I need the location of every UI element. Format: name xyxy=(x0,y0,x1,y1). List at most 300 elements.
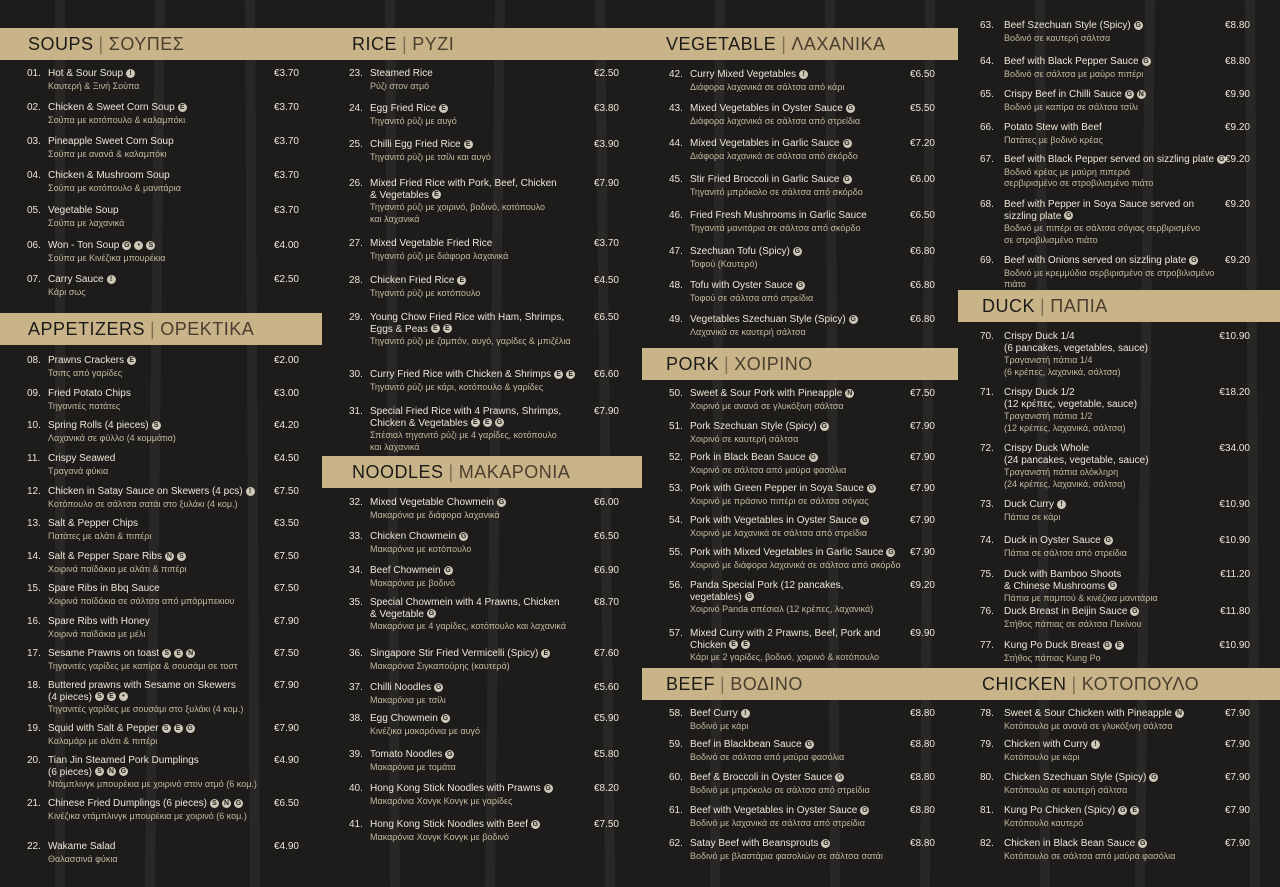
item-name xyxy=(370,68,600,92)
section-title-gr: ΛΑΧΑΝΙΚΑ xyxy=(791,33,886,54)
section-vegetable xyxy=(642,28,958,348)
item-name-text: Squid with Salt & Pepper xyxy=(48,723,159,734)
item-description: Τραγανιστή πάπια 1/2 (12 κρέπες, λαχανικά, σάλτσα) xyxy=(1004,411,1126,433)
item-description: Τηγανιτό ρύζι με αυγό xyxy=(370,115,457,126)
item-name-text: Crispy Duck 1/2 (12 κρέπες, vegetable, sauce) xyxy=(1004,387,1138,410)
item-name xyxy=(690,483,920,507)
item-price: €3.00 xyxy=(273,388,299,399)
item-name-text: Mixed Vegetable Chowmein xyxy=(370,497,494,508)
item-name xyxy=(1004,772,1234,796)
item-name xyxy=(48,170,278,194)
item-name-text: Tian Jin Steamed Pork Dumplings (6 pieces) xyxy=(48,755,199,778)
egg-icon: E xyxy=(483,418,492,427)
section-header xyxy=(322,456,642,488)
item-name-text: Chilli Noodles xyxy=(370,682,432,693)
item-price: €10.90 xyxy=(1219,535,1250,546)
item-number: 25. xyxy=(349,139,363,150)
item-number: 27. xyxy=(349,238,363,249)
item-name-text: Pineapple Sweet Corn Soup xyxy=(48,136,174,147)
item-name-text: Pork with Green Pepper in Soya Sauce xyxy=(690,483,864,494)
egg-icon: E xyxy=(541,649,550,658)
item-price: €3.70 xyxy=(273,102,299,113)
item-price: €7.20 xyxy=(909,138,935,149)
item-price: €5.60 xyxy=(593,682,619,693)
item-name xyxy=(370,648,600,672)
item-name-text: Mixed Curry with 2 Prawns, Beef, Pork and Chicken xyxy=(690,628,881,651)
item-description: Διάφορα λαχανικά σε σάλτσα από στρείδια xyxy=(690,115,861,126)
item-description: Τοφού σε σάλτσα από στρείδια xyxy=(690,292,814,303)
egg-icon: E xyxy=(729,640,738,649)
item-price: €8.70 xyxy=(593,597,619,608)
item-price: €9.20 xyxy=(909,580,935,591)
section-title-gr: ΚΟΤΟΠΟΥΛΟ xyxy=(1081,673,1200,694)
item-name xyxy=(1004,154,1234,190)
item-price: €7.50 xyxy=(273,648,299,659)
item-name-text: Beef with Black Pepper served on sizzling plate xyxy=(1004,154,1215,165)
title-separator: | xyxy=(724,353,730,374)
item-number: 05. xyxy=(27,205,41,216)
egg-icon: E xyxy=(1130,806,1139,815)
item-number: 60. xyxy=(669,772,683,783)
item-name-text: Mixed Vegetables in Oyster Sauce xyxy=(690,103,843,114)
item-description: Βοδινό με κάρι xyxy=(690,720,749,731)
item-description: Κάρι σως xyxy=(48,286,86,297)
item-name xyxy=(1004,255,1234,291)
section-title-en: VEGETABLE xyxy=(666,33,777,54)
item-number: 26. xyxy=(349,178,363,189)
item-name-text: Buttered prawns with Sesame on Skewers (4 pieces) xyxy=(48,680,236,703)
item-name-text: Chicken & Sweet Corn Soup xyxy=(48,102,175,113)
item-description: Βοδινό με βλαστάρια φασολιών σε σάλτσα σατάι xyxy=(690,850,883,861)
item-price: €10.90 xyxy=(1219,331,1250,342)
item-number: 57. xyxy=(669,628,683,639)
item-number: 30. xyxy=(349,369,363,380)
section-title-gr: ΜΑΚΑΡΟΝΙΑ xyxy=(458,461,571,482)
shellfish-icon: S xyxy=(162,649,171,658)
shellfish-icon: S xyxy=(95,692,104,701)
item-number: 51. xyxy=(669,421,683,432)
item-number: 12. xyxy=(27,486,41,497)
item-description: Μακαρόνια με διάφορα λαχανικά xyxy=(370,509,500,520)
item-price: €7.90 xyxy=(1224,708,1250,719)
item-number: 31. xyxy=(349,406,363,417)
item-name-text: Vegetable Soup xyxy=(48,205,119,216)
item-name-text: Beef Szechuan Style (Spicy) xyxy=(1004,20,1131,31)
item-name xyxy=(370,819,600,843)
item-number: 69. xyxy=(980,255,994,266)
item-number: 56. xyxy=(669,580,683,591)
item-price: €9.90 xyxy=(1224,89,1250,100)
item-name-text: Crispy Duck Whole (24 pancakes, vegetable, sauce) xyxy=(1004,443,1149,466)
section-header xyxy=(0,313,322,345)
item-description: Σπέσιαλ τηγανιτό ρύζι με 4 γαρίδες, κοτόπουλο και λαχανικά xyxy=(370,430,557,452)
title-separator: | xyxy=(1071,673,1077,694)
egg-icon: E xyxy=(566,370,575,379)
item-name-text: Young Chow Fried Rice with Ham, Shrimps, Eggs & Peas xyxy=(370,312,565,335)
item-number: 59. xyxy=(669,739,683,750)
gluten-icon: G xyxy=(837,773,843,781)
item-price: €7.90 xyxy=(1224,772,1250,783)
item-name xyxy=(690,280,920,304)
item-price: €4.50 xyxy=(593,275,619,286)
item-name xyxy=(48,420,278,444)
item-name-text: Pork with Mixed Vegetables in Garlic Sauce xyxy=(690,547,884,558)
chilli-icon: ! xyxy=(126,69,135,78)
item-name xyxy=(1004,640,1234,664)
shellfish-icon: S xyxy=(152,421,161,430)
item-name-text: Pork Szechuan Style (Spicy) xyxy=(690,421,817,432)
item-price: €6.90 xyxy=(593,565,619,576)
item-number: 44. xyxy=(669,138,683,149)
item-price: €6.50 xyxy=(909,210,935,221)
title-separator: | xyxy=(1040,295,1046,316)
item-description: Χοιρινό με πράσινο πιπέρι σε σάλτσα σόγιας xyxy=(690,495,869,506)
gluten-icon: G xyxy=(844,175,850,183)
item-price: €9.90 xyxy=(909,628,935,639)
item-name-text: Beef Chowmein xyxy=(370,565,441,576)
item-description: Σούπα με κοτόπουλο & καλαμπόκι xyxy=(48,114,186,125)
item-name-text: Hong Kong Stick Noodles with Prawns xyxy=(370,783,541,794)
nuts-icon: N xyxy=(1138,90,1144,98)
item-description: Βοδινό με καπίρα σε σάλτσα τσίλι xyxy=(1004,101,1138,112)
nuts-icon: N xyxy=(166,552,172,560)
item-description: Βοδινό σε σάλτσα με μαύρο πιπέρι xyxy=(1004,68,1144,79)
item-number: 49. xyxy=(669,314,683,325)
item-number: 71. xyxy=(980,387,994,398)
item-name-text: Fried Potato Chips xyxy=(48,388,131,399)
item-name xyxy=(690,772,920,796)
item-price: €4.00 xyxy=(273,240,299,251)
item-description: Χοιρινά παϊδάκια με μέλι xyxy=(48,628,146,639)
section-soups xyxy=(0,28,322,312)
item-name xyxy=(48,755,278,791)
item-price: €8.80 xyxy=(909,708,935,719)
egg-icon: E xyxy=(174,724,183,733)
shellfish-icon: S xyxy=(162,724,171,733)
item-name xyxy=(690,246,920,270)
egg-icon: E xyxy=(432,190,441,199)
chilli-icon: ! xyxy=(246,487,255,496)
egg-icon: E xyxy=(741,640,750,649)
item-number: 54. xyxy=(669,515,683,526)
sesame-icon: • xyxy=(119,692,128,701)
item-price: €6.50 xyxy=(909,69,935,80)
item-description: Βοδινό κρέας με μαύρη πιπεριά σερβιρισμένο σε στροβιλισμένο πιάτο xyxy=(1004,166,1154,188)
item-description: Καυτερή & Ξινή Σούπα xyxy=(48,80,140,91)
gluten-icon: G xyxy=(847,104,854,112)
item-price: €3.70 xyxy=(273,136,299,147)
item-name xyxy=(1004,535,1234,559)
item-name-text: Potato Stew with Beef xyxy=(1004,122,1102,133)
item-number: 07. xyxy=(27,274,41,285)
section-title-gr: ΠΑΠΙΑ xyxy=(1050,295,1108,316)
item-number: 09. xyxy=(27,388,41,399)
item-name xyxy=(48,486,278,510)
item-price: €6.80 xyxy=(909,314,935,325)
item-name xyxy=(48,723,278,747)
item-number: 61. xyxy=(669,805,683,816)
section-header xyxy=(958,668,1280,700)
item-price: €3.70 xyxy=(593,238,619,249)
item-price: €7.90 xyxy=(909,483,935,494)
item-price: €7.90 xyxy=(593,178,619,189)
item-name-text: Duck Curry xyxy=(1004,499,1055,510)
item-name-text: Crispy Duck 1/4 (6 pancakes, vegetables, sauce) xyxy=(1004,331,1148,354)
item-name-text: Duck in Oyster Sauce xyxy=(1004,535,1101,546)
shellfish-icon: S xyxy=(146,241,155,250)
item-description: Κοτόπουλο σε καυτερή σάλτσα xyxy=(1004,784,1128,795)
section-title-gr: ΒΟΔΙΝΟ xyxy=(730,673,803,694)
item-description: Τηγανιτό μπρόκολο σε σάλτσα από σκόρδο xyxy=(690,186,863,197)
section-appetizers xyxy=(0,313,322,887)
item-description: Τοφού (Καυτερό) xyxy=(690,258,758,269)
item-number: 24. xyxy=(349,103,363,114)
item-number: 01. xyxy=(27,68,41,79)
item-price: €10.90 xyxy=(1219,499,1250,510)
item-name xyxy=(690,174,920,198)
chilli-icon: ! xyxy=(799,70,808,79)
item-description: Διάφορα λαχανικά σε σάλτσα από κάρι xyxy=(690,81,845,92)
item-description: Πάπια σε κάρι xyxy=(1004,511,1061,522)
item-description: Χοιρινά παϊδάκια με αλάτι & πιπέρι xyxy=(48,563,187,574)
gluten-icon: G xyxy=(124,241,130,249)
item-name xyxy=(690,547,920,571)
item-name xyxy=(690,103,920,127)
egg-icon: E xyxy=(443,324,452,333)
item-price: €7.90 xyxy=(909,515,935,526)
item-price: €7.90 xyxy=(909,421,935,432)
item-name xyxy=(1004,122,1234,146)
item-name xyxy=(48,583,278,607)
item-number: 02. xyxy=(27,102,41,113)
item-number: 53. xyxy=(669,483,683,494)
section-header xyxy=(642,668,958,700)
item-number: 78. xyxy=(980,708,994,719)
item-number: 66. xyxy=(980,122,994,133)
item-number: 08. xyxy=(27,355,41,366)
gluten-icon: G xyxy=(821,422,827,430)
item-description: Τηγανιτές γαρίδες με σουσάμι στο ξυλάκι (4 κομ.) xyxy=(48,704,244,714)
item-price: €3.70 xyxy=(273,170,299,181)
item-description: Βοδινό σε σάλτσα από μαύρα φασόλια xyxy=(690,751,845,762)
item-name-text: Spare Ribs in Bbq Sauce xyxy=(48,583,160,594)
item-name-text: Satay Beef with Beansprouts xyxy=(690,838,819,849)
item-name-text: Chinese Fried Dumplings (6 pieces) xyxy=(48,798,207,809)
item-number: 62. xyxy=(669,838,683,849)
item-name-text: Beef & Broccoli in Oyster Sauce xyxy=(690,772,833,783)
item-number: 72. xyxy=(980,443,994,454)
item-name xyxy=(48,453,278,477)
item-name-text: Salt & Pepper Chips xyxy=(48,518,139,529)
item-price: €6.00 xyxy=(909,174,935,185)
gluten-icon: G xyxy=(888,548,894,556)
item-name xyxy=(370,103,600,127)
item-price: €7.90 xyxy=(909,547,935,558)
item-name-text: Chicken Chowmein xyxy=(370,531,457,542)
item-name xyxy=(690,739,920,763)
item-description: Τηγανιτό ρύζι με διάφορα λαχανικά xyxy=(370,250,509,261)
nuts-icon: N xyxy=(223,799,229,807)
item-name-text: Special Chowmein with 4 Prawns, Chicken & Vegetable xyxy=(370,597,560,620)
item-name xyxy=(370,682,600,706)
item-description: Τηγανιτό ρύζι με κοτόπουλο xyxy=(370,287,481,298)
item-name-text: Mixed Vegetable Fried Rice xyxy=(370,238,493,249)
gluten-icon: G xyxy=(442,714,449,722)
item-number: 14. xyxy=(27,551,41,562)
item-description: Χοιρινό με διάφορα λαχανικά σε σάλτσα από σκόρδο xyxy=(690,559,901,570)
item-name xyxy=(1004,838,1234,862)
item-price: €4.90 xyxy=(273,755,299,766)
item-name xyxy=(370,497,600,521)
item-price: €6.80 xyxy=(909,280,935,291)
item-price: €5.80 xyxy=(593,749,619,760)
item-name xyxy=(48,680,278,716)
item-name xyxy=(690,515,920,539)
item-name xyxy=(370,531,600,555)
item-description: Κοτόπουλο καυτερό xyxy=(1004,817,1084,828)
egg-icon: E xyxy=(1115,641,1124,650)
item-price: €7.90 xyxy=(1224,739,1250,750)
item-name xyxy=(48,648,278,672)
item-price: €9.20 xyxy=(1224,199,1250,210)
egg-icon: E xyxy=(554,370,563,379)
item-price: €7.50 xyxy=(273,551,299,562)
item-name xyxy=(48,136,278,160)
gluten-icon: G xyxy=(187,724,193,732)
item-name-text: Hot & Sour Soup xyxy=(48,68,124,79)
item-name xyxy=(690,421,920,445)
item-description: Βοδινό με λαχανικά σε σάλτσα από στρείδια xyxy=(690,817,865,828)
item-price: €9.20 xyxy=(1224,154,1250,165)
item-number: 81. xyxy=(980,805,994,816)
item-price: €7.90 xyxy=(1224,838,1250,849)
item-description: Πατάτες με βοδινό κρέας xyxy=(1004,134,1103,145)
item-number: 33. xyxy=(349,531,363,542)
section-title-en: DUCK xyxy=(982,295,1036,316)
item-name-text: Hong Kong Stick Noodles with Beef xyxy=(370,819,528,830)
item-number: 50. xyxy=(669,388,683,399)
item-name xyxy=(48,616,278,640)
item-name xyxy=(690,138,920,162)
item-description: Χοιρινό με λαχανικά σε σάλτσα από στρείδια xyxy=(690,527,868,538)
item-price: €5.50 xyxy=(909,103,935,114)
item-price: €3.80 xyxy=(593,103,619,114)
item-name-text: Chicken Fried Rice xyxy=(370,275,455,286)
section-title-en: NOODLES xyxy=(352,461,444,482)
item-number: 76. xyxy=(980,606,994,617)
item-description: Σούπα με Κινέζικα μπουρέκια xyxy=(48,252,166,263)
nuts-icon: N xyxy=(847,389,853,397)
item-number: 75. xyxy=(980,569,994,580)
section-header xyxy=(642,348,958,380)
item-name xyxy=(48,240,278,264)
item-price: €7.50 xyxy=(273,583,299,594)
item-name xyxy=(48,68,278,92)
title-separator: | xyxy=(448,461,454,482)
item-name xyxy=(690,452,920,476)
item-price: €4.20 xyxy=(273,420,299,431)
item-price: €10.90 xyxy=(1219,640,1250,651)
item-price: €3.70 xyxy=(273,68,299,79)
item-description: Διάφορα λαχανικά σε σάλτσα από σκόρδο xyxy=(690,150,858,161)
item-name-text: Chicken Szechuan Style (Spicy) xyxy=(1004,772,1147,783)
item-name-text: Singapore Stir Fried Vermicelli (Spicy) xyxy=(370,648,539,659)
chilli-icon: ! xyxy=(1057,500,1066,509)
egg-icon: E xyxy=(439,104,448,113)
section-title-gr: ΡΥΖΙ xyxy=(412,33,455,54)
item-number: 77. xyxy=(980,640,994,651)
item-price: €8.80 xyxy=(909,838,935,849)
item-name xyxy=(48,518,278,542)
gluten-icon: G xyxy=(120,768,127,776)
item-description: Μακαρόνια με βοδινό xyxy=(370,577,456,588)
item-name xyxy=(1004,387,1234,434)
section-header xyxy=(642,28,958,60)
item-number: 73. xyxy=(980,499,994,510)
section-title-gr: ΣΟΥΠΕΣ xyxy=(108,33,185,54)
gluten-icon: G xyxy=(1105,536,1111,544)
item-number: 18. xyxy=(27,680,41,691)
item-name-text: Pork with Vegetables in Oyster Sauce xyxy=(690,515,858,526)
section-title-gr: ΟΡΕΚΤΙΚΑ xyxy=(160,318,255,339)
item-name-text: Carry Sauce xyxy=(48,274,104,285)
item-number: 82. xyxy=(980,838,994,849)
item-price: €6.60 xyxy=(593,369,619,380)
gluten-icon: G xyxy=(460,532,467,540)
nuts-icon: N xyxy=(188,649,194,657)
item-price: €7.50 xyxy=(273,486,299,497)
item-name xyxy=(690,628,920,664)
item-number: 03. xyxy=(27,136,41,147)
item-price: €4.90 xyxy=(273,841,299,852)
item-name-text: Salt & Pepper Spare Ribs xyxy=(48,551,162,562)
item-description: Κοτόπουλο με ανανά σε γλυκόξινη σάλτσα xyxy=(1004,720,1173,731)
section-duck xyxy=(958,290,1280,668)
item-description: Σούπα με λαχανικά xyxy=(48,217,125,228)
item-price: €8.80 xyxy=(1224,56,1250,67)
item-description: Χοιρινό Panda σπέσιαλ (12 κρέπες, λαχανικά) xyxy=(690,604,874,614)
item-number: 21. xyxy=(27,798,41,809)
item-name xyxy=(48,798,278,822)
item-name xyxy=(1004,606,1234,630)
item-description: Πάπια με παμπού & κινέζικα μανιτάρια xyxy=(1004,593,1158,603)
item-name xyxy=(48,205,278,229)
item-name xyxy=(1004,56,1234,80)
item-number: 23. xyxy=(349,68,363,79)
gluten-icon: G xyxy=(1139,839,1146,847)
section-chicken xyxy=(958,668,1280,887)
title-separator: | xyxy=(781,33,787,54)
item-price: €9.20 xyxy=(1224,122,1250,133)
item-description: Ντάμπλινγκ μπουρέκια με χοιρινό στον ατμό (6 κομ.) xyxy=(48,779,257,789)
gluten-icon: G xyxy=(545,784,551,792)
item-price: €3.70 xyxy=(273,205,299,216)
gluten-icon: G xyxy=(862,516,868,524)
item-name-text: Spare Ribs with Honey xyxy=(48,616,150,627)
item-name xyxy=(1004,443,1234,490)
item-name-text: Szechuan Tofu (Spicy) xyxy=(690,246,790,257)
item-price: €8.80 xyxy=(909,739,935,750)
item-number: 22. xyxy=(27,841,41,852)
item-name-text: Egg Chowmein xyxy=(370,713,438,724)
item-description: Μακαρόνια Χονγκ Κονγκ με γαρίδες xyxy=(370,795,513,806)
shellfish-icon: S xyxy=(95,767,104,776)
item-price: €7.90 xyxy=(1224,805,1250,816)
section-title-en: CHICKEN xyxy=(982,673,1067,694)
item-description: Τηγανιτό ρύζι με ζαμπόν, αυγό, γαρίδες & μπιζέλια xyxy=(370,336,571,346)
item-name-text: Spring Rolls (4 pieces) xyxy=(48,420,149,431)
gluten-icon: G xyxy=(1143,57,1149,65)
